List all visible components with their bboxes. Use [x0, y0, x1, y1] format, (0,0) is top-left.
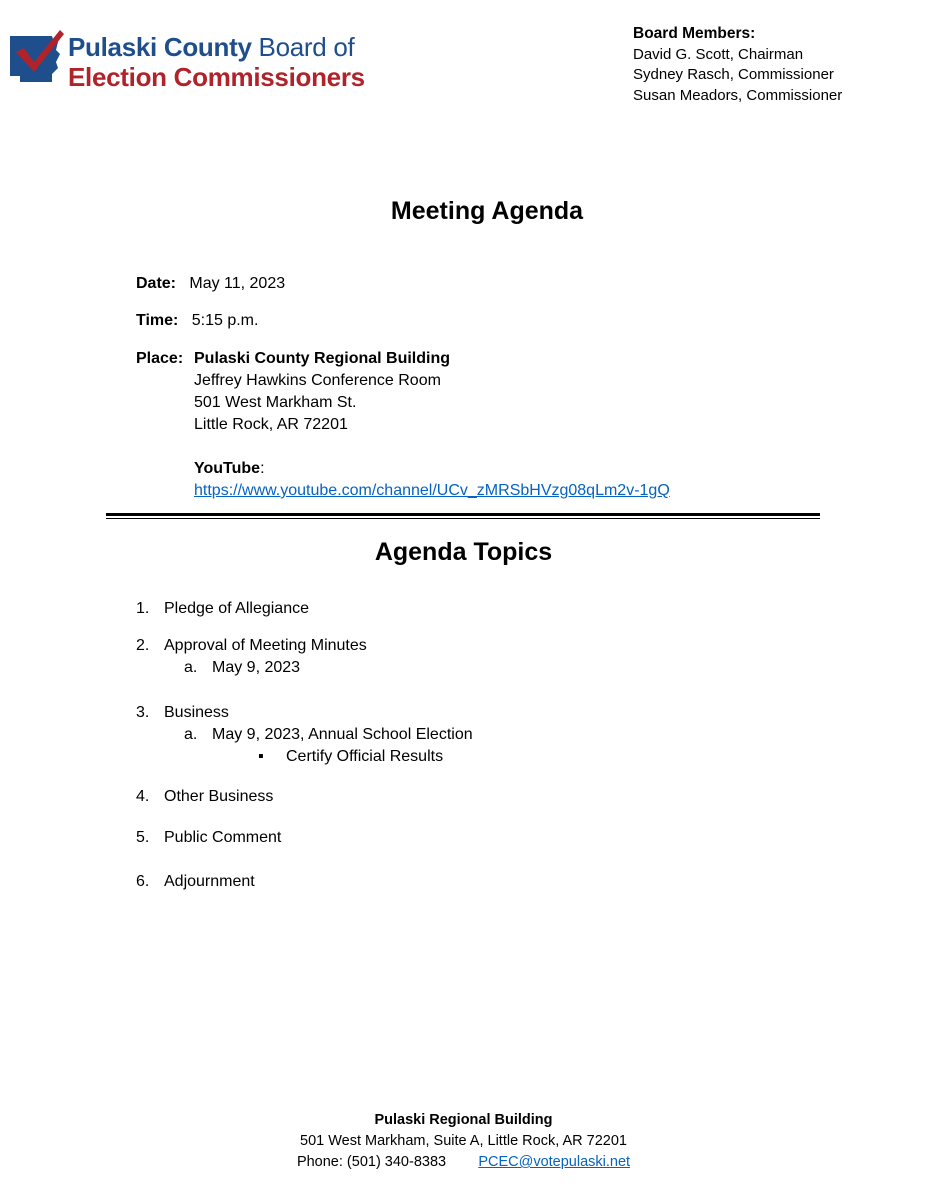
divider-thick [106, 513, 820, 516]
date-label: Date: [136, 275, 177, 292]
arkansas-check-icon [8, 30, 64, 88]
divider-thin [106, 518, 820, 519]
youtube-row: YouTube: [194, 460, 265, 477]
footer-email-link[interactable]: PCEC@votepulaski.net [478, 1154, 631, 1170]
place-building: Pulaski County Regional Building [194, 350, 451, 367]
place-city: Little Rock, AR 72201 [194, 416, 348, 433]
time-row [136, 310, 258, 332]
footer-building: Pulaski Regional Building [374, 1112, 553, 1128]
agenda-subitem: a. May 9, 2023, Annual School Election [184, 726, 473, 743]
agenda-item: 4. Other Business [136, 788, 274, 805]
logo-line-1: Pulaski County Board of [68, 32, 355, 62]
agenda-item: 5. Public Comment [136, 829, 282, 846]
youtube-row-link [194, 480, 670, 502]
board-members [633, 24, 913, 106]
board-member: Sydney Rasch, Commissioner [633, 66, 834, 83]
footer [0, 1110, 927, 1173]
time-label: Time: [136, 312, 179, 329]
youtube-link[interactable]: https://www.youtube.com/channel/UCv_zMRSbHVzg08qLm2v-1gQ [194, 482, 670, 499]
date-value: May 11, 2023 [189, 275, 286, 292]
footer-phone: Phone: (501) 340-8383 [296, 1154, 447, 1170]
section-title: Agenda Topics [374, 538, 553, 566]
place-label: Place: [136, 350, 184, 367]
board-heading: Board Members: [633, 25, 756, 42]
logo-line-2: Election Commissioners [68, 62, 365, 92]
agenda-item: 6. Adjournment [136, 873, 255, 890]
bullet-square-icon: ▪ [258, 748, 264, 765]
time-value: 5:15 p.m. [191, 312, 259, 329]
agenda-subitem: a. May 9, 2023 [184, 659, 301, 676]
place-room: Jeffrey Hawkins Conference Room [194, 372, 441, 389]
agenda-item: 1. Pledge of Allegiance [136, 600, 309, 617]
board-member: Susan Meadors, Commissioner [633, 86, 843, 104]
board-member: David G. Scott, Chairman [633, 45, 804, 63]
agenda-item: 3. Business [136, 704, 229, 721]
footer-address: 501 West Markham, Suite A, Little Rock, AR 72201 [300, 1133, 627, 1149]
agenda-item: 2. Approval of Meeting Minutes [136, 637, 367, 654]
youtube-label: YouTube [194, 460, 261, 477]
footer-contact [0, 1152, 927, 1173]
place-street: 501 West Markham St. [194, 394, 357, 411]
date-row [136, 273, 285, 295]
agenda-bullet: ▪ Certify Official Results [258, 746, 443, 768]
page-title: Meeting Agenda [390, 197, 584, 225]
board-logo [8, 26, 388, 94]
